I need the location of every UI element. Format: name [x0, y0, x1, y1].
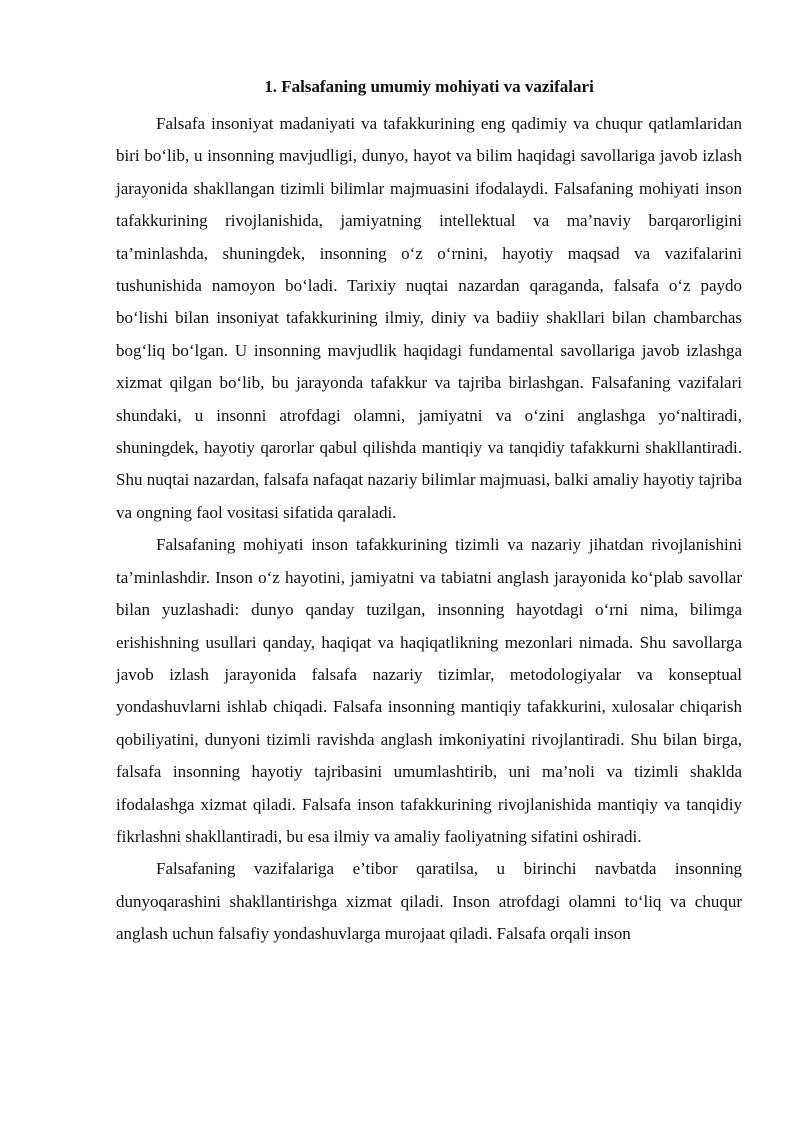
paragraph-1: Falsafa insoniyat madaniyati va tafakkurining eng qadimiy va chuqur qatlamlaridan biri bo‘lib, u insonning mavjudligi, dunyo, hayot va bilim haqidagi savollariga javob izlash jarayonida shakllangan tizimli bilimlar majmuasini ifodalaydi. Falsafaning mohiyati inson tafakkurining rivojlanishida, jamiyatning intellektual va ma’naviy barqarorligini ta’minlashda, shuningdek, insonning o‘z o‘rnini, hayotiy maqsad va vazifalarini tushunishida namoyon bo‘ladi. Tarixiy nuqtai nazardan qaraganda, falsafa o‘z paydo bo‘lishi bilan insoniyat tafakkurining ilmiy, diniy va badiiy shakllari bilan chambarchas bog‘liq bo‘lgan. U insonning mavjudlik haqidagi fundamental savollariga javob izlashga xizmat qilgan bo‘lib, bu jarayonda tafakkur va tajriba birlashgan. Falsafaning vazifalari shundaki, u insonni atrofdagi olamni, jamiyatni va o‘zini anglashga yo‘naltiradi, shuningdek, hayotiy qarorlar qabul qilishda mantiqiy va tanqidiy tafakkurni shakllantiradi. Shu nuqtai nazardan, falsafa nafaqat nazariy bilimlar majmuasi, balki amaliy hayotiy tajriba va ongning faol vositasi sifatida qaraladi. [116, 114, 742, 522]
paragraph-2: Falsafaning mohiyati inson tafakkurining tizimli va nazariy jihatdan rivojlanishini ta’minlashdir. Inson o‘z hayotini, jamiyatni va tabiatni anglash jarayonida ko‘plab savollar bilan yuzlashadi: dunyo qanday tuzilgan, insonning hayotdagi o‘rni nima, bilimga erishishning usullari qanday, haqiqat va haqiqatlikning mezonlari nimada. Shu savollarga javob izlash jarayonida falsafa nazariy tizimlar, metodologiyalar va konseptual yondashuvlarni ishlab chiqadi. Falsafa insonning mantiqiy tafakkurini, xulosalar chiqarish qobiliyatini, dunyoni tizimli ravishda anglash imkoniyatini rivojlantiradi. Shu bilan birga, falsafa insonning hayotiy tajribasini umumlashtirib, uni ma’noli va tizimli shaklda ifodalashga xizmat qiladi. Falsafa inson tafakkurining rivojlanishida mantiqiy va tanqidiy fikrlashni shakllantiradi, bu esa ilmiy va amaliy faoliyatning sifatini oshiradi. [116, 535, 742, 846]
paragraph-3: Falsafaning vazifalariga e’tibor qaratilsa, u birinchi navbatda insonning dunyoqarashini shakllantirishga xizmat qiladi. Inson atrofdagi olamni to‘liq va chuqur anglash uchun falsafiy yondashuvlarga murojaat qiladi. Falsafa orqali inson [116, 859, 742, 944]
document-page [116, 74, 742, 951]
section-title: 1. Falsafaning umumiy mohiyati va vazifalari [264, 77, 594, 96]
